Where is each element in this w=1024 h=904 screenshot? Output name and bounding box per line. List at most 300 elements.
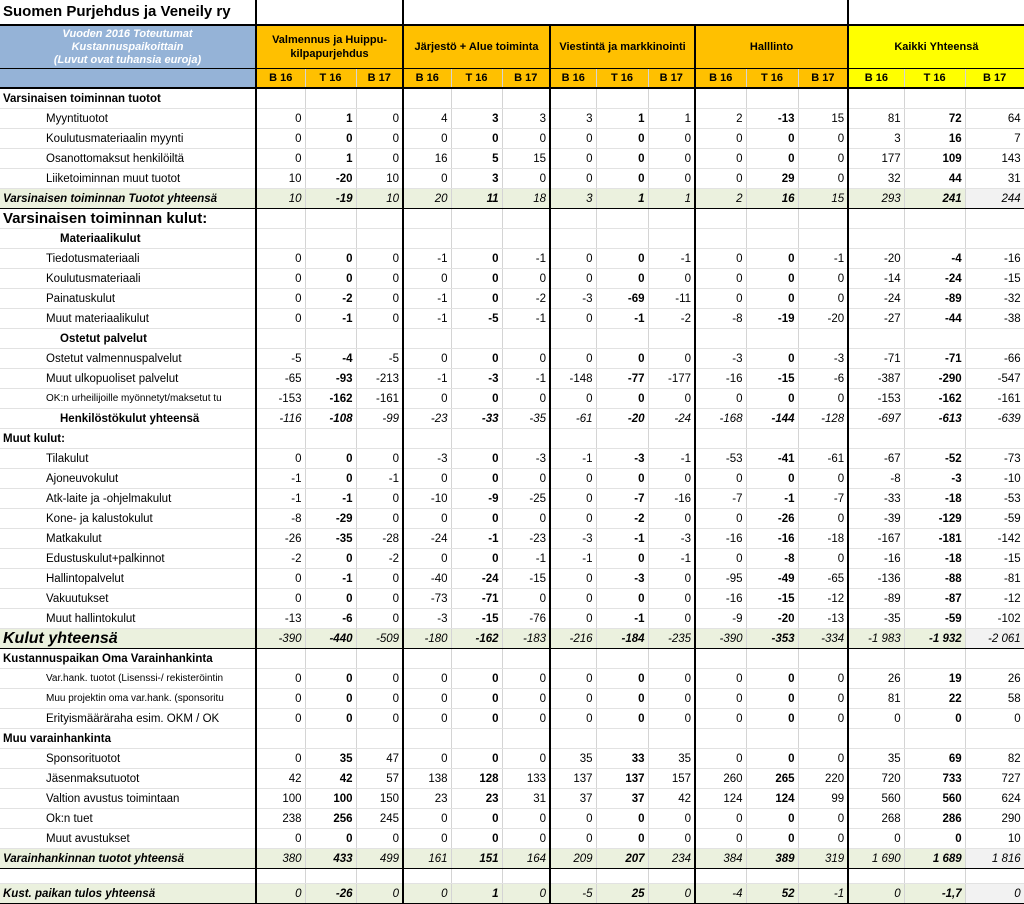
row-label: Ostetut valmennuspalvelut <box>0 349 256 369</box>
cell-value: 0 <box>403 549 451 569</box>
row-label: Ostetut palvelut <box>0 329 256 349</box>
report-description <box>0 25 256 69</box>
cell-value: 25 <box>596 884 648 904</box>
cell-value <box>502 429 550 449</box>
cell-value: 0 <box>695 249 746 269</box>
cell-value: -15 <box>965 549 1024 569</box>
cell-value: 560 <box>904 789 965 809</box>
cell-value <box>798 429 848 449</box>
cell-value <box>451 88 502 109</box>
cell-value: 16 <box>403 149 451 169</box>
column-header: B 16 <box>256 69 305 89</box>
cell-value: -1 <box>502 309 550 329</box>
cell-value: 0 <box>305 449 356 469</box>
column-header: T 16 <box>305 69 356 89</box>
cell-value: 0 <box>305 549 356 569</box>
cell-value: -390 <box>256 629 305 649</box>
cell-value: 177 <box>848 149 904 169</box>
cell-value <box>596 869 648 884</box>
cell-value <box>648 209 695 229</box>
cell-value <box>798 869 848 884</box>
cell-value: 0 <box>502 509 550 529</box>
cell-value: 0 <box>305 129 356 149</box>
cell-value: 0 <box>305 669 356 689</box>
cell-value <box>502 729 550 749</box>
description-line: Vuoden 2016 Toteutumat <box>62 27 193 40</box>
table-row <box>0 229 1024 249</box>
cell-value: 256 <box>305 809 356 829</box>
cell-value <box>695 869 746 884</box>
cell-value: 35 <box>550 749 596 769</box>
cell-value <box>256 729 305 749</box>
cell-value: 0 <box>695 829 746 849</box>
row-label: Var.hank. tuotot (Lisenssi-/ rekisteröintin <box>0 669 256 689</box>
cell-value: -9 <box>451 489 502 509</box>
cell-value: 143 <box>965 149 1024 169</box>
cell-value: -27 <box>848 309 904 329</box>
cell-value: 15 <box>798 109 848 129</box>
cell-value: -2 061 <box>965 629 1024 649</box>
cell-value <box>502 209 550 229</box>
cell-value: -89 <box>904 289 965 309</box>
cell-value: 0 <box>356 884 403 904</box>
cell-value: 0 <box>256 669 305 689</box>
cell-value: 0 <box>356 689 403 709</box>
group-header-hallinto: Halllinto <box>695 25 848 69</box>
cell-value <box>403 229 451 249</box>
cell-value: 0 <box>305 269 356 289</box>
cell-value: 0 <box>695 749 746 769</box>
cell-value: 16 <box>746 189 798 209</box>
cell-value: 0 <box>648 589 695 609</box>
cell-value: -1 <box>648 449 695 469</box>
cell-value <box>305 429 356 449</box>
cell-value: 0 <box>305 589 356 609</box>
cell-value <box>798 729 848 749</box>
cell-value <box>648 229 695 249</box>
cell-value: 2 <box>695 189 746 209</box>
cell-value: -73 <box>403 589 451 609</box>
cell-value: 0 <box>256 749 305 769</box>
cell-value: 0 <box>502 709 550 729</box>
cell-value <box>965 229 1024 249</box>
cell-value: -95 <box>695 569 746 589</box>
row-label: Tilakulut <box>0 449 256 469</box>
cell-value: -1 <box>502 249 550 269</box>
cell-value: -4 <box>305 349 356 369</box>
cell-value <box>904 88 965 109</box>
cell-value: 0 <box>356 709 403 729</box>
cell-value: 58 <box>965 689 1024 709</box>
cell-value: 0 <box>550 469 596 489</box>
cell-value: -1 <box>596 529 648 549</box>
cell-value <box>502 229 550 249</box>
cell-value: 0 <box>451 669 502 689</box>
cell-value: -1,7 <box>904 884 965 904</box>
cell-value <box>965 649 1024 669</box>
cell-value: 260 <box>695 769 746 789</box>
cell-value: -116 <box>256 409 305 429</box>
cell-value: 81 <box>848 689 904 709</box>
cell-value: -180 <box>403 629 451 649</box>
cell-value: 5 <box>451 149 502 169</box>
cell-value <box>356 869 403 884</box>
column-header: T 16 <box>596 69 648 89</box>
cell-value: 23 <box>403 789 451 809</box>
cell-value <box>356 209 403 229</box>
cell-value: 0 <box>356 269 403 289</box>
cell-value <box>502 649 550 669</box>
cell-value: 290 <box>965 809 1024 829</box>
table-row <box>0 849 1024 869</box>
cell-value: 35 <box>648 749 695 769</box>
row-label: Osanottomaksut henkilöiltä <box>0 149 256 169</box>
cell-value: 99 <box>798 789 848 809</box>
cell-value <box>596 209 648 229</box>
cell-value <box>695 209 746 229</box>
cell-value: 0 <box>596 689 648 709</box>
cell-value: 727 <box>965 769 1024 789</box>
cell-value: 10 <box>256 189 305 209</box>
cell-value: 0 <box>746 709 798 729</box>
cell-value <box>356 429 403 449</box>
cell-value: 0 <box>451 549 502 569</box>
cell-value: -59 <box>904 609 965 629</box>
row-label: Varsinaisen toiminnan Tuotot yhteensä <box>0 189 256 209</box>
row-label: Erityismääräraha esim. OKM / OK <box>0 709 256 729</box>
cell-value <box>848 88 904 109</box>
cell-value: 0 <box>695 129 746 149</box>
cell-value: 0 <box>596 129 648 149</box>
cell-value: -1 <box>798 249 848 269</box>
cell-value: -3 <box>695 349 746 369</box>
cell-value: 0 <box>695 669 746 689</box>
cell-value <box>305 229 356 249</box>
table-row <box>0 549 1024 569</box>
cell-value <box>550 88 596 109</box>
column-header-spacer <box>0 69 256 89</box>
cell-value: -12 <box>965 589 1024 609</box>
cell-value: 100 <box>305 789 356 809</box>
cell-value: -1 <box>596 309 648 329</box>
cell-value: 384 <box>695 849 746 869</box>
cell-value: -5 <box>256 349 305 369</box>
cell-value <box>256 88 305 109</box>
cell-value: -24 <box>904 269 965 289</box>
cell-value: 31 <box>965 169 1024 189</box>
cell-value: 220 <box>798 769 848 789</box>
cell-value: -15 <box>502 569 550 589</box>
cell-value: -65 <box>798 569 848 589</box>
table-row <box>0 629 1024 649</box>
cell-value <box>965 869 1024 884</box>
cell-value: -148 <box>550 369 596 389</box>
cell-value <box>502 869 550 884</box>
cell-value <box>798 229 848 249</box>
cell-value: 0 <box>403 689 451 709</box>
cell-value: 207 <box>596 849 648 869</box>
cell-value <box>798 88 848 109</box>
cell-value: 0 <box>403 509 451 529</box>
cell-value: 37 <box>550 789 596 809</box>
cell-value <box>695 88 746 109</box>
cell-value: 0 <box>451 249 502 269</box>
cell-value <box>848 209 904 229</box>
cell-value: 0 <box>798 709 848 729</box>
cell-value: -168 <box>695 409 746 429</box>
cell-value: 3 <box>550 189 596 209</box>
cell-value: -15 <box>746 589 798 609</box>
group-header-valmennus: Valmennus ja Huippu-kilpapurjehdus <box>256 25 403 69</box>
cell-value <box>502 329 550 349</box>
cell-value: -1 <box>305 489 356 509</box>
cell-value: 0 <box>256 829 305 849</box>
cell-value: 0 <box>550 669 596 689</box>
cell-value: 0 <box>798 169 848 189</box>
cell-value: 0 <box>403 669 451 689</box>
cell-value: 0 <box>403 129 451 149</box>
cell-value: -15 <box>451 609 502 629</box>
cell-value: -1 <box>403 309 451 329</box>
cell-value: 35 <box>305 749 356 769</box>
cell-value: -5 <box>356 349 403 369</box>
cell-value: 1 <box>596 189 648 209</box>
cell-value <box>904 229 965 249</box>
cell-value: 0 <box>502 689 550 709</box>
row-label: Kulut yhteensä <box>0 629 256 649</box>
cell-value <box>451 429 502 449</box>
table-row <box>0 409 1024 429</box>
cell-value: 0 <box>798 149 848 169</box>
cell-value: 0 <box>550 489 596 509</box>
cell-value: 433 <box>305 849 356 869</box>
cell-value <box>596 729 648 749</box>
cell-value: 0 <box>356 669 403 689</box>
cell-value <box>746 209 798 229</box>
cell-value: -1 983 <box>848 629 904 649</box>
cell-value: -18 <box>904 489 965 509</box>
cell-value <box>695 729 746 749</box>
cell-value: 3 <box>550 109 596 129</box>
cell-value: 44 <box>904 169 965 189</box>
cell-value <box>904 649 965 669</box>
cell-value: 124 <box>695 789 746 809</box>
cell-value: 35 <box>848 749 904 769</box>
cell-value: 0 <box>550 129 596 149</box>
cell-value: 0 <box>356 449 403 469</box>
cell-value: 244 <box>965 189 1024 209</box>
cell-value: 15 <box>502 149 550 169</box>
cell-value <box>451 229 502 249</box>
cell-value: 161 <box>403 849 451 869</box>
cell-value: -18 <box>798 529 848 549</box>
cell-value: -144 <box>746 409 798 429</box>
table-row <box>0 309 1024 329</box>
cell-value: -52 <box>904 449 965 469</box>
table-row <box>0 249 1024 269</box>
cell-value <box>356 649 403 669</box>
row-label: Matkakulut <box>0 529 256 549</box>
row-label: Tiedotusmateriaali <box>0 249 256 269</box>
cell-value: 0 <box>256 129 305 149</box>
cell-value: -9 <box>695 609 746 629</box>
cell-value: 0 <box>550 509 596 529</box>
cell-value <box>648 88 695 109</box>
table-row <box>0 869 1024 884</box>
cell-value: -26 <box>746 509 798 529</box>
cell-value: 0 <box>356 489 403 509</box>
row-label: Jäsenmaksutuotot <box>0 769 256 789</box>
cell-value <box>965 729 1024 749</box>
cell-value: -6 <box>798 369 848 389</box>
cell-value: 0 <box>403 269 451 289</box>
cell-value: 0 <box>451 829 502 849</box>
cell-value: 0 <box>648 609 695 629</box>
cell-value: 0 <box>746 829 798 849</box>
cell-value: -26 <box>256 529 305 549</box>
cell-value: -3 <box>502 449 550 469</box>
cell-value: -1 <box>502 369 550 389</box>
cell-value: 0 <box>451 749 502 769</box>
cell-value: 733 <box>904 769 965 789</box>
cell-value: -35 <box>305 529 356 549</box>
row-label: Varsinaisen toiminnan kulut: <box>0 209 256 229</box>
cell-value <box>305 88 356 109</box>
cell-value: 0 <box>798 509 848 529</box>
cell-value: 0 <box>356 289 403 309</box>
cell-value <box>648 729 695 749</box>
table-row <box>0 189 1024 209</box>
cell-value: -71 <box>904 349 965 369</box>
cell-value: -18 <box>904 549 965 569</box>
cell-value: 0 <box>746 469 798 489</box>
cell-value: 137 <box>596 769 648 789</box>
row-label: Liiketoiminnan muut tuotot <box>0 169 256 189</box>
cell-value: 0 <box>256 689 305 709</box>
title-spacer <box>256 0 403 25</box>
cell-value: -35 <box>848 609 904 629</box>
cell-value: -128 <box>798 409 848 429</box>
cell-value: 0 <box>502 129 550 149</box>
cell-value: 10 <box>356 169 403 189</box>
cell-value <box>695 329 746 349</box>
cell-value: -8 <box>695 309 746 329</box>
cell-value: 0 <box>746 149 798 169</box>
cell-value: 0 <box>596 249 648 269</box>
cell-value: -1 <box>648 249 695 269</box>
cell-value: 0 <box>256 309 305 329</box>
table-row <box>0 509 1024 529</box>
cell-value: -16 <box>695 589 746 609</box>
cell-value: 0 <box>550 249 596 269</box>
cell-value: 0 <box>550 269 596 289</box>
cell-value: -59 <box>965 509 1024 529</box>
cell-value: 0 <box>356 109 403 129</box>
cell-value: 0 <box>403 829 451 849</box>
cell-value: 0 <box>403 709 451 729</box>
cell-value <box>550 729 596 749</box>
cell-value: 42 <box>305 769 356 789</box>
cell-value: -7 <box>596 489 648 509</box>
cell-value: 0 <box>356 589 403 609</box>
table-row <box>0 669 1024 689</box>
cell-value: 0 <box>550 829 596 849</box>
cell-value: -387 <box>848 369 904 389</box>
cell-value: -16 <box>965 249 1024 269</box>
cell-value: -16 <box>648 489 695 509</box>
cell-value <box>256 429 305 449</box>
row-label: Koulutusmateriaali <box>0 269 256 289</box>
cell-value: 0 <box>965 884 1024 904</box>
table-row <box>0 289 1024 309</box>
cell-value: 16 <box>904 129 965 149</box>
cell-value: -390 <box>695 629 746 649</box>
cell-value <box>596 429 648 449</box>
cell-value: 0 <box>648 689 695 709</box>
cell-value: 0 <box>746 289 798 309</box>
cell-value: -24 <box>403 529 451 549</box>
group-header-jarjesto: Järjestö + Alue toiminta <box>403 25 550 69</box>
cell-value: 100 <box>256 789 305 809</box>
cell-value: -89 <box>848 589 904 609</box>
cell-value: 0 <box>596 169 648 189</box>
cell-value <box>798 209 848 229</box>
cell-value: 0 <box>648 709 695 729</box>
cell-value: 0 <box>451 469 502 489</box>
cell-value: 0 <box>798 389 848 409</box>
cell-value: -639 <box>965 409 1024 429</box>
cell-value: -1 <box>648 549 695 569</box>
cell-value <box>648 869 695 884</box>
cell-value: -40 <box>403 569 451 589</box>
cell-value: 560 <box>848 789 904 809</box>
table-row <box>0 149 1024 169</box>
cell-value <box>550 329 596 349</box>
cell-value: 0 <box>648 149 695 169</box>
cell-value: 15 <box>798 189 848 209</box>
cell-value: 0 <box>305 709 356 729</box>
cell-value <box>746 88 798 109</box>
cell-value: -77 <box>596 369 648 389</box>
title-spacer <box>848 0 1024 25</box>
cell-value: 0 <box>256 709 305 729</box>
cell-value <box>256 209 305 229</box>
cell-value: 0 <box>403 349 451 369</box>
cell-value: -334 <box>798 629 848 649</box>
cell-value: 0 <box>451 509 502 529</box>
table-row <box>0 609 1024 629</box>
row-label: Ok:n tuet <box>0 809 256 829</box>
cell-value: 0 <box>356 129 403 149</box>
cell-value: 238 <box>256 809 305 829</box>
cell-value: -24 <box>848 289 904 309</box>
cell-value: 0 <box>904 829 965 849</box>
cell-value: -162 <box>904 389 965 409</box>
cell-value: -1 <box>256 489 305 509</box>
cell-value: 20 <box>403 189 451 209</box>
row-label: OK:n urheilijoille myönnetyt/maksetut tu <box>0 389 256 409</box>
cell-value: -10 <box>965 469 1024 489</box>
cell-value <box>403 729 451 749</box>
cell-value: 0 <box>550 309 596 329</box>
cell-value: -5 <box>451 309 502 329</box>
cell-value: 209 <box>550 849 596 869</box>
cell-value: 0 <box>305 469 356 489</box>
cell-value: -3 <box>904 469 965 489</box>
cell-value: -3 <box>550 289 596 309</box>
cell-value: 1 <box>648 189 695 209</box>
cell-value: -67 <box>848 449 904 469</box>
